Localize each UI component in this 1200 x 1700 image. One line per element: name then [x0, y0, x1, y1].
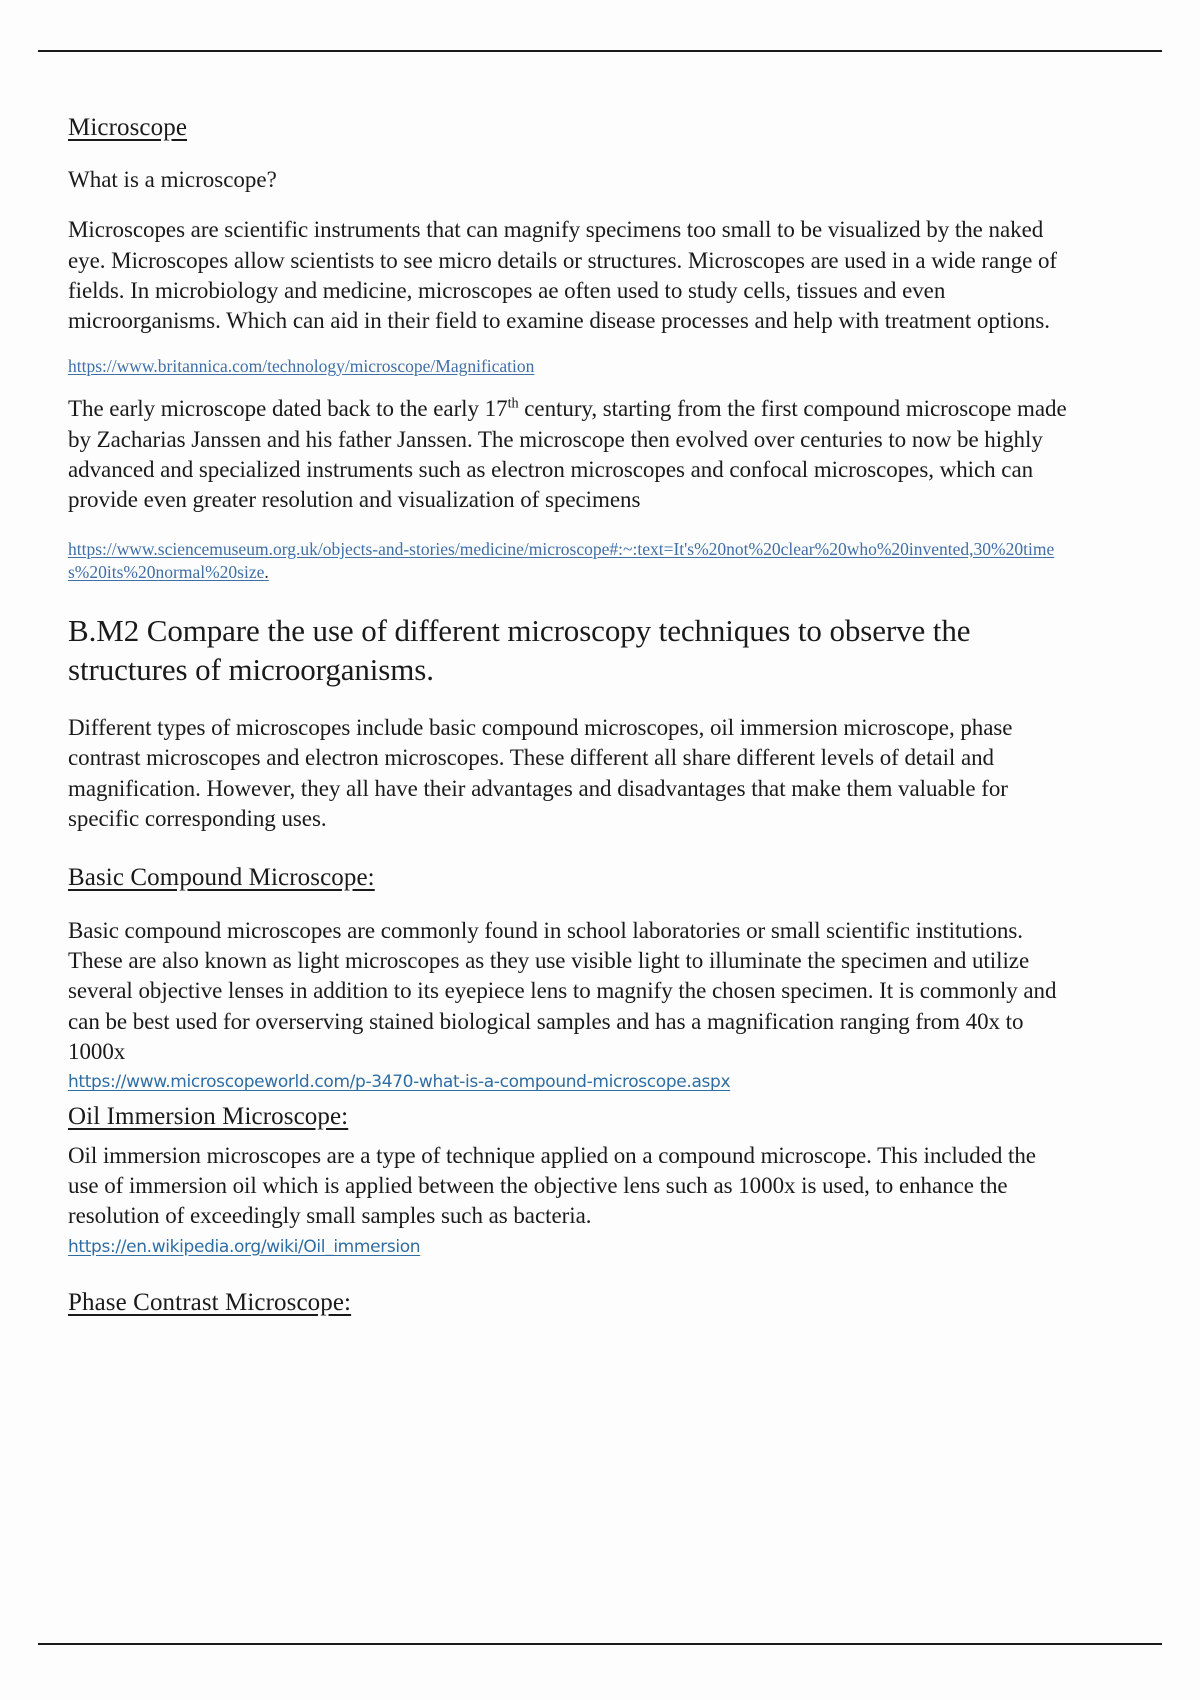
footer-rule: [38, 1643, 1162, 1645]
paragraph-microscope-types: Different types of microscopes include basic compound microscopes, oil immersion microscope, phase contrast microscopes and electron microscopes. These different all share different levels of detail and magnification. However, they all have their advantages and disadvantages that make them valuable for specific corresponding uses.: [68, 714, 1013, 832]
heading-basic-compound-microscope: Basic Compound Microscope:: [68, 864, 375, 892]
link-sciencemuseum[interactable]: [68, 538, 1068, 585]
spacer: [68, 852, 1068, 862]
paragraph-intro: Microscopes are scientific instruments that can magnify specimens too small to be visualized by the naked eye. Microscopes allow scientists to see micro details or structures. Microscopes are used in a wide range of fields. In microbiology and medicine, microscopes ae often used to study cells, tissues and even microorganisms. Which can aid in their field to examine disease processes and help with treatment options.: [68, 217, 1057, 334]
ordinal-suffix: th: [507, 395, 519, 412]
heading-bm2: B.M2 Compare the use of different microscopy techniques to observe the structures of microorganisms.: [68, 612, 971, 687]
link-sciencemuseum-url: https://www.sciencemuseum.org.uk/objects-and-stories/medicine/microscope#:~:text=It's%20not%20clear%20who%20invented,30%20times%20its%20normal%20size: [68, 538, 1055, 583]
paragraph-basic-compound-microscope: Basic compound microscopes are commonly found in school laboratories or small scientific institutions. These are also known as light microscopes as they use visible light to illuminate the specimen and utilize several objective lenses in addition to its eyepiece lens to magnify the chosen specimen. It is commonly and can be best used for overserving stained biological samples and has a magnification ranging from 40x to 1000x: [68, 917, 1057, 1065]
paragraph-history: [68, 394, 1068, 515]
question-line: What is a microscope?: [68, 167, 277, 193]
paragraph-history-part2: century, starting from the first compound microscope made by Zacharias Janssen and his father Janssen. The microscope then evolved over centuries to now be highly advanced and specialized instruments such as electron microscopes and confocal microscopes, which can provide even greater resolution and visualization of specimens: [68, 396, 1067, 513]
heading-phase-contrast-microscope: Phase Contrast Microscope:: [68, 1289, 352, 1317]
heading-oil-immersion-microscope: Oil Immersion Microscope:: [68, 1103, 349, 1131]
link-wikipedia-oil-immersion[interactable]: https://en.wikipedia.org/wiki/Oil_immersion: [68, 1236, 421, 1257]
paragraph-history-part1: The early microscope dated back to the early 17: [68, 396, 508, 422]
spacer: [68, 1265, 1068, 1287]
paragraph-oil-immersion-microscope: Oil immersion microscopes are a type of technique applied on a compound microscope. This included the use of immersion oil which is applied between the objective lens such as 1000x is used, to enhance the resolution of exceedingly small samples such as bacteria.: [68, 1142, 1036, 1229]
page-title: Microscope: [68, 114, 188, 141]
header-rule: [38, 50, 1162, 52]
document-content: [68, 112, 1068, 1341]
link-sciencemuseum-tail: .: [264, 562, 269, 583]
link-microscopeworld[interactable]: https://www.microscopeworld.com/p-3470-what-is-a-compound-microscope.aspx: [68, 1072, 731, 1093]
link-britannica[interactable]: https://www.britannica.com/technology/microscope/Magnification: [68, 355, 535, 376]
spacer: [68, 516, 1068, 538]
